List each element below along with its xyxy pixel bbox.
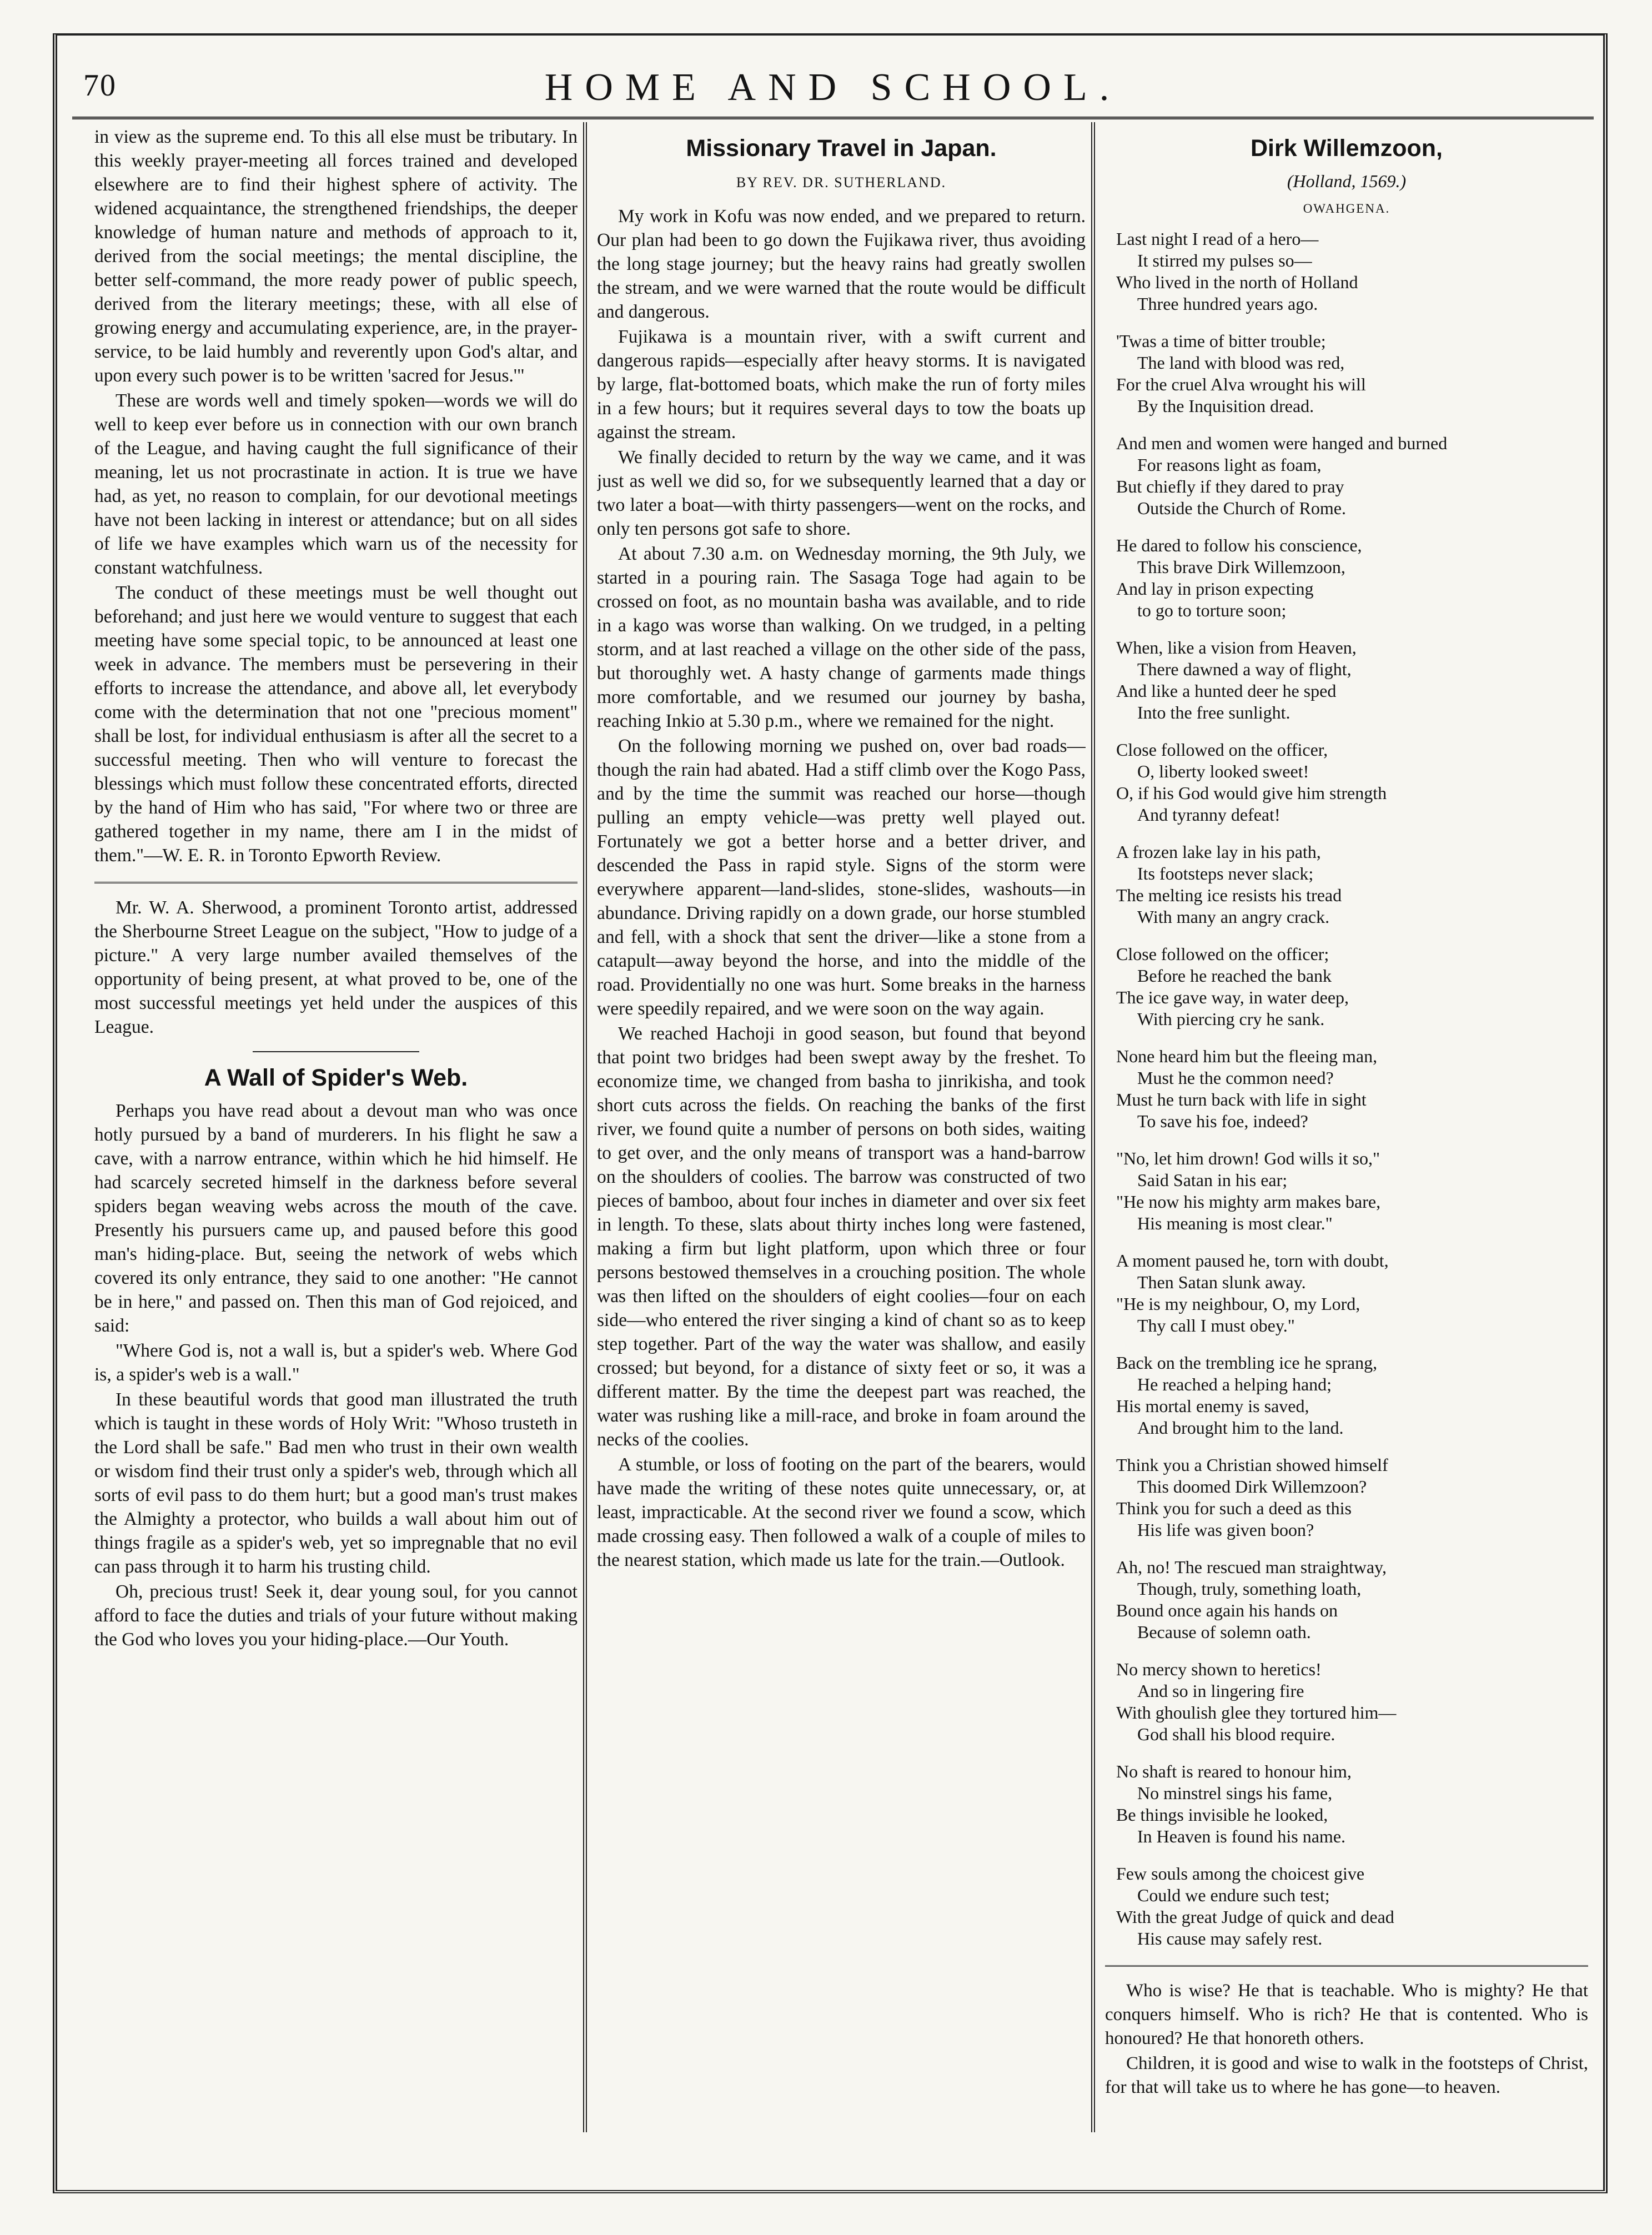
poem-line: Close followed on the officer; — [1116, 944, 1329, 964]
poem-stanza — [1116, 1761, 1588, 1847]
article-paragraph: A stumble, or loss of footing on the part of the bearers, would have made the writing of these notes quite unnecessary, or, at least, impracticable. At the second river we found a scow, which made crossing easy. Then followed a walk of a couple of miles to the nearest station, which made us late for the train.—Outlook. — [597, 1454, 1086, 1570]
poem-stanza — [1116, 1659, 1588, 1745]
section-divider — [1105, 1965, 1588, 1967]
column-rule — [1091, 122, 1095, 2132]
column-rule — [583, 122, 587, 2132]
poem-line: "He now his mighty arm makes bare, — [1116, 1192, 1381, 1212]
poem-line: And so in lingering fire — [1137, 1681, 1304, 1701]
article-title: Missionary Travel in Japan. — [686, 135, 997, 162]
poem-line: His meaning is most clear." — [1137, 1213, 1333, 1233]
article-paragraph: "Where God is, not a wall is, but a spider's web. Where God is, a spider's web is a wall." — [94, 1340, 578, 1385]
poem-line: Though, truly, something loath, — [1137, 1579, 1362, 1599]
poem-line: When, like a vision from Heaven, — [1116, 637, 1357, 657]
poem-line: Bound once again his hands on — [1116, 1600, 1338, 1620]
article-paragraph: At about 7.30 a.m. on Wednesday morning, the 9th July, we started in a pouring rain. The Sasaga Toge had again to be crossed on foot, as no mountain basha was available, and to ride in a kago was worse than walking. On we trudged, in a pelting storm, and at last reached a village on the other side of the pass, but thoroughly wet. A hasty change of garments made things more comfortable, and we resumed our journey by basha, reaching Inkio at 5.30 p.m., where we remained for the night. — [597, 544, 1086, 731]
poem-line: To save his foe, indeed? — [1137, 1111, 1308, 1131]
article-paragraph: My work in Kofu was now ended, and we prepared to return. Our plan had been to go down the Fujikawa river, thus avoiding the long stage journey; but the heavy rains had greatly swollen the stream, and we were warned that the route would be difficult and dangerous. — [597, 206, 1086, 322]
page-header — [72, 61, 1594, 119]
poem-line: Close followed on the officer, — [1116, 740, 1328, 760]
poem-line: And tyranny defeat! — [1137, 805, 1281, 825]
poem-stanza — [1116, 228, 1588, 315]
article-title: A Wall of Spider's Web. — [204, 1064, 468, 1091]
right-column — [1105, 125, 1588, 2129]
poem-line: Few souls among the choicest give — [1116, 1864, 1365, 1884]
poem-stanza — [1116, 943, 1588, 1030]
article-paragraph: Perhaps you have read about a devout man who was once hotly pursued by a band of murderers. In his flight he saw a cave, with a narrow entrance, within which he hid himself. He had scarcely secreted himself in the darkness before several spiders began weaving webs across the mouth of the cave. Presently his pursuers came up, and paused before this good man's hiding-place. But, seeing the network of webs which covered its only entrance, they said to one another: "He cannot be in here," and passed on. Then this man of God rejoiced, and said: — [94, 1101, 578, 1336]
poem-line: This doomed Dirk Willemzoon? — [1137, 1476, 1367, 1496]
poem-stanza — [1116, 535, 1588, 621]
poem-stanza — [1116, 330, 1588, 417]
poem-line: O, liberty looked sweet! — [1137, 761, 1309, 781]
poem-line: Three hundred years ago. — [1137, 294, 1318, 314]
article-paragraph: in view as the supreme end. To this all else must be tributary. In this weekly prayer-meeting all forces trained and developed elsewhere are to find their highest sphere of activity. The widened acquaintance, the strengthened friendships, the deeper knowledge of human nature and methods of approach to it, derived from the social meetings; the mental discipline, the better self-command, the more ready power of public speech, derived from the literary meetings; these, with all else of growing energy and accumulating experience, are, in the prayer-service, to be laid humbly and reverently upon God's altar, and upon every such power is to be written 'sacred for Jesus.'" — [94, 127, 578, 386]
poem-line: Because of solemn oath. — [1137, 1622, 1311, 1642]
article-byline: BY REV. DR. SUTHERLAND. — [736, 174, 947, 190]
poem-stanza — [1116, 1556, 1588, 1643]
poem-line: No mercy shown to heretics! — [1116, 1659, 1322, 1679]
poem-line: And brought him to the land. — [1137, 1418, 1344, 1438]
poem-line: to go to torture soon; — [1137, 600, 1287, 620]
poem-body — [1105, 228, 1588, 1950]
poem-line: His life was given boon? — [1137, 1520, 1314, 1540]
poem-stanza — [1116, 1046, 1588, 1132]
poem-line: For reasons light as foam, — [1137, 455, 1322, 475]
poem-line: For the cruel Alva wrought his will — [1116, 374, 1366, 394]
section-divider — [94, 882, 578, 883]
poem-line: Then Satan slunk away. — [1137, 1272, 1306, 1292]
poem-stanza — [1116, 637, 1588, 724]
poem-stanza — [1116, 1250, 1588, 1337]
poem-line: With many an angry crack. — [1137, 907, 1330, 927]
poem-line: This brave Dirk Willemzoon, — [1137, 557, 1345, 577]
poem-line: Who lived in the north of Holland — [1116, 272, 1358, 292]
poem-line: Into the free sunlight. — [1137, 702, 1291, 722]
poem-line: The melting ice resists his tread — [1116, 885, 1342, 905]
poem-line: He reached a helping hand; — [1137, 1374, 1332, 1394]
poem-line: No minstrel sings his fame, — [1137, 1783, 1333, 1803]
poem-line: By the Inquisition dread. — [1137, 396, 1314, 416]
publication-title: HOME AND SCHOOL. — [544, 66, 1122, 109]
poem-line: And lay in prison expecting — [1116, 579, 1314, 599]
poem-stanza — [1116, 1148, 1588, 1234]
poem-line: His mortal enemy is saved, — [1116, 1396, 1309, 1416]
poem-line: Back on the trembling ice he sprang, — [1116, 1353, 1378, 1373]
poem-line: Think you a Christian showed himself — [1116, 1455, 1388, 1475]
poem-line: Last night I read of a hero— — [1116, 229, 1319, 249]
poem-line: "No, let him drown! God wills it so," — [1116, 1148, 1380, 1168]
poem-line: With piercing cry he sank. — [1137, 1009, 1325, 1029]
closing-notes — [1105, 1979, 1588, 2100]
article-paragraph: We reached Hachoji in good season, but found that beyond that point two bridges had been swept away by the freshet. To economize time, we changed from basha to jinrikisha, and took short cuts across the fields. On reaching the banks of the first river, we found quite a number of persons on both sides, waiting to get over, and the only means of transport was a hand-barrow on the shoulders of coolies. The barrow was constructed of two pieces of bamboo, about four inches in diameter and over six feet in length. To these, slats about thirty inches long were fastened, making a firm but light platform, upon which three or four persons bestowed themselves in a crouching position. The whole was then lifted on the shoulders of eight coolies—four on each side—who entered the river singing a kind of chant so as to keep step together. Part of the way the water was shallow, and easily crossed; but beyond, for a distance of sixty feet or so, it was a different matter. By the time the deepest part was reached, the water was rushing like a mill-race, and broke in foam around the necks of the coolies. — [597, 1023, 1086, 1450]
article-paragraph: On the following morning we pushed on, over bad roads—though the rain had abated. Had a stiff climb over the Kogo Pass, and by the time the summit was reached our horse—though pulling an empty vehicle—was pretty well played out. Fortunately we got a better horse and a better driver, and descended the Pass in rapid style. Signs of the storm were everywhere apparent—land-slides, stone-slides, washouts—in abundance. Driving rapidly on a down grade, our horse stumbled and fell, with a shock that sent the driver—like a stone from a catapult—away beyond the horse, and into the middle of the road. Providentially no one was hurt. Some breaks in the harness were speedily repaired, and we were soon on the way again. — [597, 736, 1086, 1019]
article-paragraph: In these beautiful words that good man illustrated the truth which is taught in these words of Holy Writ: "Whoso trusteth in the Lord shall be safe." Bad men who trust in their own wealth or wisdom find their trust only a spider's web, through which all sorts of evil pass to do them hurt; but a good man's trust makes the Almighty a protector, who builds a wall about him out of things fragile as a spider's web, yet so impregnable that no evil can pass through it to harm his trusting child. — [94, 1389, 578, 1577]
poem-stanza — [1116, 433, 1588, 519]
poem-line: 'Twas a time of bitter trouble; — [1116, 331, 1326, 351]
poem-line: Outside the Church of Rome. — [1137, 498, 1346, 518]
poem-line: God shall his blood require. — [1137, 1724, 1335, 1744]
poem-line: With the great Judge of quick and dead — [1116, 1907, 1394, 1927]
poem-line: It stirred my pulses so— — [1137, 250, 1312, 270]
poem-stanza — [1116, 739, 1588, 826]
poem-line: Before he reached the bank — [1137, 966, 1332, 986]
poem-stanza — [1116, 841, 1588, 928]
poem-line: And like a hunted deer he sped — [1116, 681, 1337, 701]
article-paragraph: These are words well and timely spoken—words we will do well to keep ever before us in connection with our own branch of the League, and having caught the full significance of their meaning, let us not procrastinate in action. It is true we have had, as yet, no reason to complain, for our devotional meetings have not been lacking in interest or attendance; but on all sides of life we have examples which warn us of the necessity for constant watchfulness. — [94, 390, 578, 578]
poem-title: Dirk Willemzoon, — [1250, 135, 1443, 162]
page-number: 70 — [83, 68, 117, 103]
article-paragraph: Oh, precious trust! Seek it, dear young soul, for you cannot afford to face the duties and trials of your future without making the God who loves you your hiding-place.—Our Youth. — [94, 1581, 578, 1650]
poem-line: "He is my neighbour, O, my Lord, — [1116, 1294, 1360, 1314]
poem-line: Its footsteps never slack; — [1137, 863, 1314, 883]
poem-stanza — [1116, 1352, 1588, 1439]
poem-line: None heard him but the fleeing man, — [1116, 1046, 1378, 1066]
poem-stanza — [1116, 1863, 1588, 1950]
poem-author: OWAHGENA. — [1303, 202, 1390, 215]
poem-line: He dared to follow his conscience, — [1116, 535, 1362, 555]
poem-line: No shaft is reared to honour him, — [1116, 1761, 1352, 1781]
poem-line: A frozen lake lay in his path, — [1116, 842, 1321, 862]
article-paragraph: We finally decided to return by the way we came, and it was just as well we did so, for we subsequently learned that a day or two later a boat—with thirty passengers—went on the rocks, and only ten persons got safe to shore. — [597, 447, 1086, 539]
poem-line: Be things invisible he looked, — [1116, 1805, 1328, 1825]
poem-line: With ghoulish glee they tortured him— — [1116, 1702, 1397, 1722]
poem-line: The land with blood was red, — [1137, 353, 1345, 373]
poem-line: His cause may safely rest. — [1137, 1928, 1323, 1948]
poem-line: Must he turn back with life in sight — [1116, 1089, 1367, 1109]
section-divider — [253, 1051, 419, 1052]
poem-line: Could we endure such test; — [1137, 1885, 1330, 1905]
article-paragraph: The conduct of these meetings must be well thought out beforehand; and just here we would venture to suggest that each meeting have some special topic, to be announced at least one week in advance. The members must be persevering in their efforts to increase the attendance, and above all, let everybody come with the determination that not one "precious moment" shall be lost, for individual enthusiasm is after all the secret to a successful meeting. Then who will venture to forecast the blessings which must follow these concentrated efforts, directed by the hand of Him who has said, "For where two or three are gathered together in my name, there am I in the midst of them."—W. E. R. in Toronto Epworth Review. — [94, 582, 578, 866]
poem-line: Thy call I must obey." — [1137, 1315, 1295, 1335]
left-column — [94, 125, 578, 2129]
poem-line: In Heaven is found his name. — [1137, 1826, 1346, 1846]
note-paragraph: Who is wise? He that is teachable. Who is mighty? He that conquers himself. Who is rich? He that is contented. Who is honoured? He that honoreth others. — [1105, 1981, 1588, 2048]
poem-line: And men and women were hanged and burned — [1116, 433, 1448, 453]
article-paragraph: Fujikawa is a mountain river, with a swift current and dangerous rapids—especially after heavy storms. It is navigated by large, flat-bottomed boats, which make the run of forty miles in a few hours; but it requires several days to tow the boats up against the stream. — [597, 327, 1086, 443]
poem-stanza — [1116, 1454, 1588, 1541]
poem-line: But chiefly if they dared to pray — [1116, 476, 1344, 496]
poem-line: Ah, no! The rescued man straightway, — [1116, 1557, 1387, 1577]
poem-line: There dawned a way of flight, — [1137, 659, 1352, 679]
poem-line: Said Satan in his ear; — [1137, 1170, 1288, 1190]
middle-column — [597, 125, 1086, 2129]
note-paragraph: Children, it is good and wise to walk in the footsteps of Christ, for that will take us to where he has gone—to heaven. — [1105, 2053, 1588, 2097]
poem-line: Must he the common need? — [1137, 1068, 1334, 1088]
poem-line: Think you for such a deed as this — [1116, 1498, 1352, 1518]
poem-line: O, if his God would give him strength — [1116, 783, 1387, 803]
poem-line: A moment paused he, torn with doubt, — [1116, 1250, 1389, 1270]
league-notice: Mr. W. A. Sherwood, a prominent Toronto artist, addressed the Sherbourne Street League on the subject, "How to judge of a picture." A very large number availed themselves of the opportunity of being present, at what proved to be, one of the most successful meetings yet held under the auspices of this League. — [94, 897, 578, 1037]
poem-subtitle: (Holland, 1569.) — [1287, 171, 1407, 191]
poem-line: The ice gave way, in water deep, — [1116, 987, 1349, 1007]
